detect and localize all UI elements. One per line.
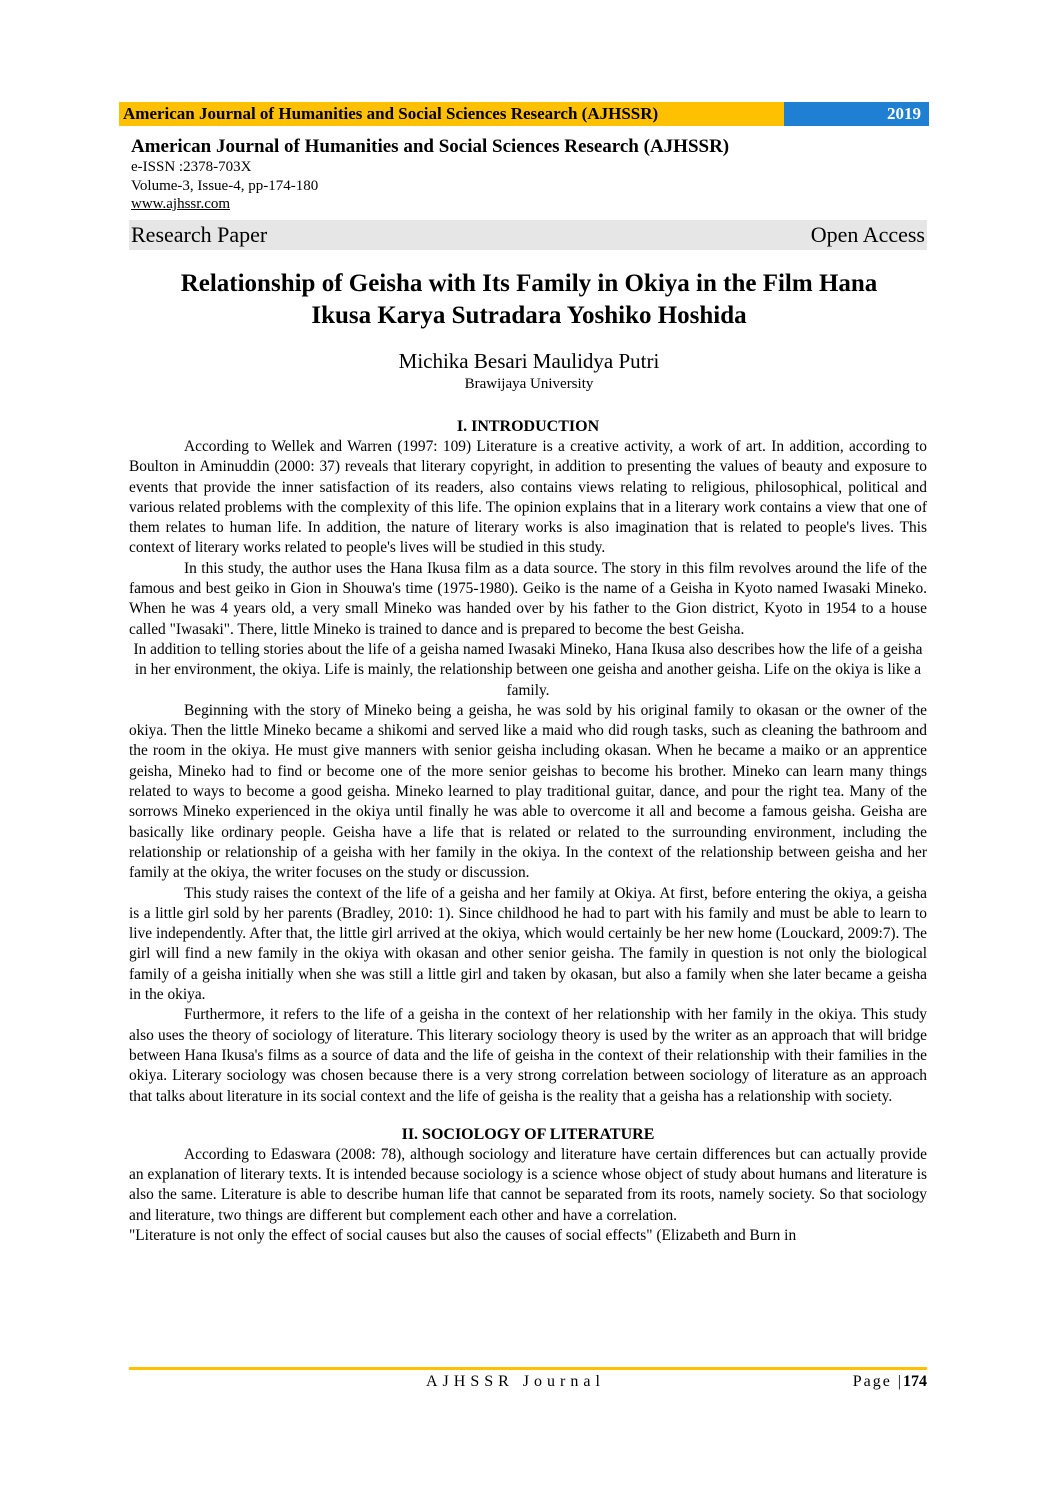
paragraph: According to Wellek and Warren (1997: 109) Literature is a creative activity, a work of art. In addition, according to Boulton in Aminuddin (2000: 37) reveals that literary copyright, in addition to presenting the values of beauty and exposure to events that provide the inner satisfaction of its readers, also contains views relating to religious, philosophical, political and various related problems with the complexity of this life. The opinion explains that in a literary work contains a view that one of them relates to human life. In addition, the nature of literary works is also imagination that is related to people's lives. This context of literary works related to people's lives will be studied in this study. (129, 438, 927, 557)
paragraph: In this study, the author uses the Hana Ikusa film as a data source. The story in this film revolves around the life of the famous and best geiko in Gion in Shouwa's time (1975-1980). Geiko is the name of a Geisha in Kyoto named Iwasaki Mineko. When he was 4 years old, a very small Mineko was handed over by his father to the Gion district, Kyoto in 1954 to a house called "Iwasaki". There, little Mineko is trained to dance and is prepared to become the best Geisha. (129, 559, 927, 638)
paragraph: Beginning with the story of Mineko being a geisha, he was sold by his original family to okasan or the owner of the okiya. Then the little Mineko became a shikomi and served like a maid who did rough tasks, such as cleaning the bathroom and the room in the okiya. He must give manners with senior geisha including okasan. When he became a maiko or an apprentice geisha, Mineko had to find or become one of the more senior geishas to become his brother. Mineko can learn many things related to ways to become a good geisha. Mineko learned to play traditional guitar, dance, and pour the right tea. Many of the sorrows Mineko experienced in the okiya until finally he was able to overcome it all and become a famous geisha. Geisha are basically like ordinary people. Geisha have a life that is related or related to the surrounding environment, including the relationship or relationship of a geisha with her family in the okiya. In the context of the relationship between geisha and her family at the okiya, the writer focuses on the study or discussion. (129, 701, 927, 882)
section-spacer (129, 1107, 927, 1125)
issn: e-ISSN :2378-703X (131, 159, 252, 175)
journal-title: American Journal of Humanities and Social Sciences Research (AJHSSR) (131, 136, 730, 157)
page-footer (129, 1373, 927, 1397)
author-affiliation: Brawijaya University (464, 376, 594, 392)
paragraph: Furthermore, it refers to the life of a geisha in the context of her relationship with her family in the okiya. This study also uses the theory of sociology of literature. This literary sociology theory is used by the writer as an approach that will bridge between Hana Ikusa's films as a source of data and the life of geisha in the context of their relationship with their families in the okiya. Literary sociology was chosen because there is a very strong correlation between sociology of literature as an approach that talks about literature in its social context and the life of geisha is the reality that a geisha has a relationship with society. (129, 1006, 927, 1105)
author-name: Michika Besari Maulidya Putri (398, 349, 660, 373)
paper-type-bar (129, 220, 927, 250)
footer-rule (129, 1367, 927, 1370)
footer-page (853, 1373, 927, 1391)
article-title (110, 268, 948, 332)
paragraph-centered: In addition to telling stories about the life of a geisha named Iwasaki Mineko, Hana Ikusa also describes how the life of a geisha in her environment, the okiya. Life is mainly, the relationship between one geisha and another geisha. Life on the okiya is like a family. (133, 640, 923, 699)
journal-website-link[interactable]: www.ajhssr.com (131, 196, 231, 212)
volume-info: Volume-3, Issue-4, pp-174-180 (131, 178, 319, 194)
page-number: 174 (903, 1373, 927, 1390)
paragraph: This study raises the context of the life of a geisha and her family at Okiya. At first, before entering the okiya, a geisha is a little girl sold by her parents (Bradley, 2010: 1). Since childhood he had to part with his family and must be able to learn to live independently. After that, the little girl arrived at the okiya, which would certainly be her new home (Louckard, 2009:7). The girl will find a new family in the okiya with okasan and other senior geisha. The family in question is not only the biological family of a geisha initially when she was still a little girl and taken by okasan, but also a family when she later became a geisha in the okiya. (129, 884, 927, 1004)
header-journal-name: American Journal of Humanities and Social Sciences Research (AJHSSR) (119, 102, 784, 126)
journal-meta (131, 136, 931, 213)
section-heading-introduction: I. INTRODUCTION (456, 418, 600, 435)
quote-paragraph: "Literature is not only the effect of social causes but also the causes of social effects" (Elizabeth and Burn in (129, 1226, 797, 1244)
paragraph: According to Edaswara (2008: 78), although sociology and literature have certain differences but can actually provide an explanation of literary texts. It is intended because sociology is a science whose object of study about humans and literature is also the same. Literature is able to describe human life that cannot be separated from its roots, namely society. So that sociology and literature, two things are different but complement each other and have a correlation. (129, 1145, 927, 1224)
footer-journal: AJHSSR Journal (426, 1373, 605, 1390)
header-year: 2019 (784, 102, 929, 126)
article-body (129, 417, 927, 1246)
access-type: Open Access (810, 222, 925, 247)
title-line-1: Relationship of Geisha with Its Family in Okiya in the Film Hana (180, 270, 878, 297)
journal-header-band (119, 102, 929, 126)
page-label: Page | (852, 1373, 903, 1390)
title-line-2: Ikusa Karya Sutradara Yoshiko Hoshida (311, 302, 747, 329)
paper-type: Research Paper (131, 222, 268, 247)
section-heading-sociology: II. SOCIOLOGY OF LITERATURE (401, 1125, 655, 1143)
